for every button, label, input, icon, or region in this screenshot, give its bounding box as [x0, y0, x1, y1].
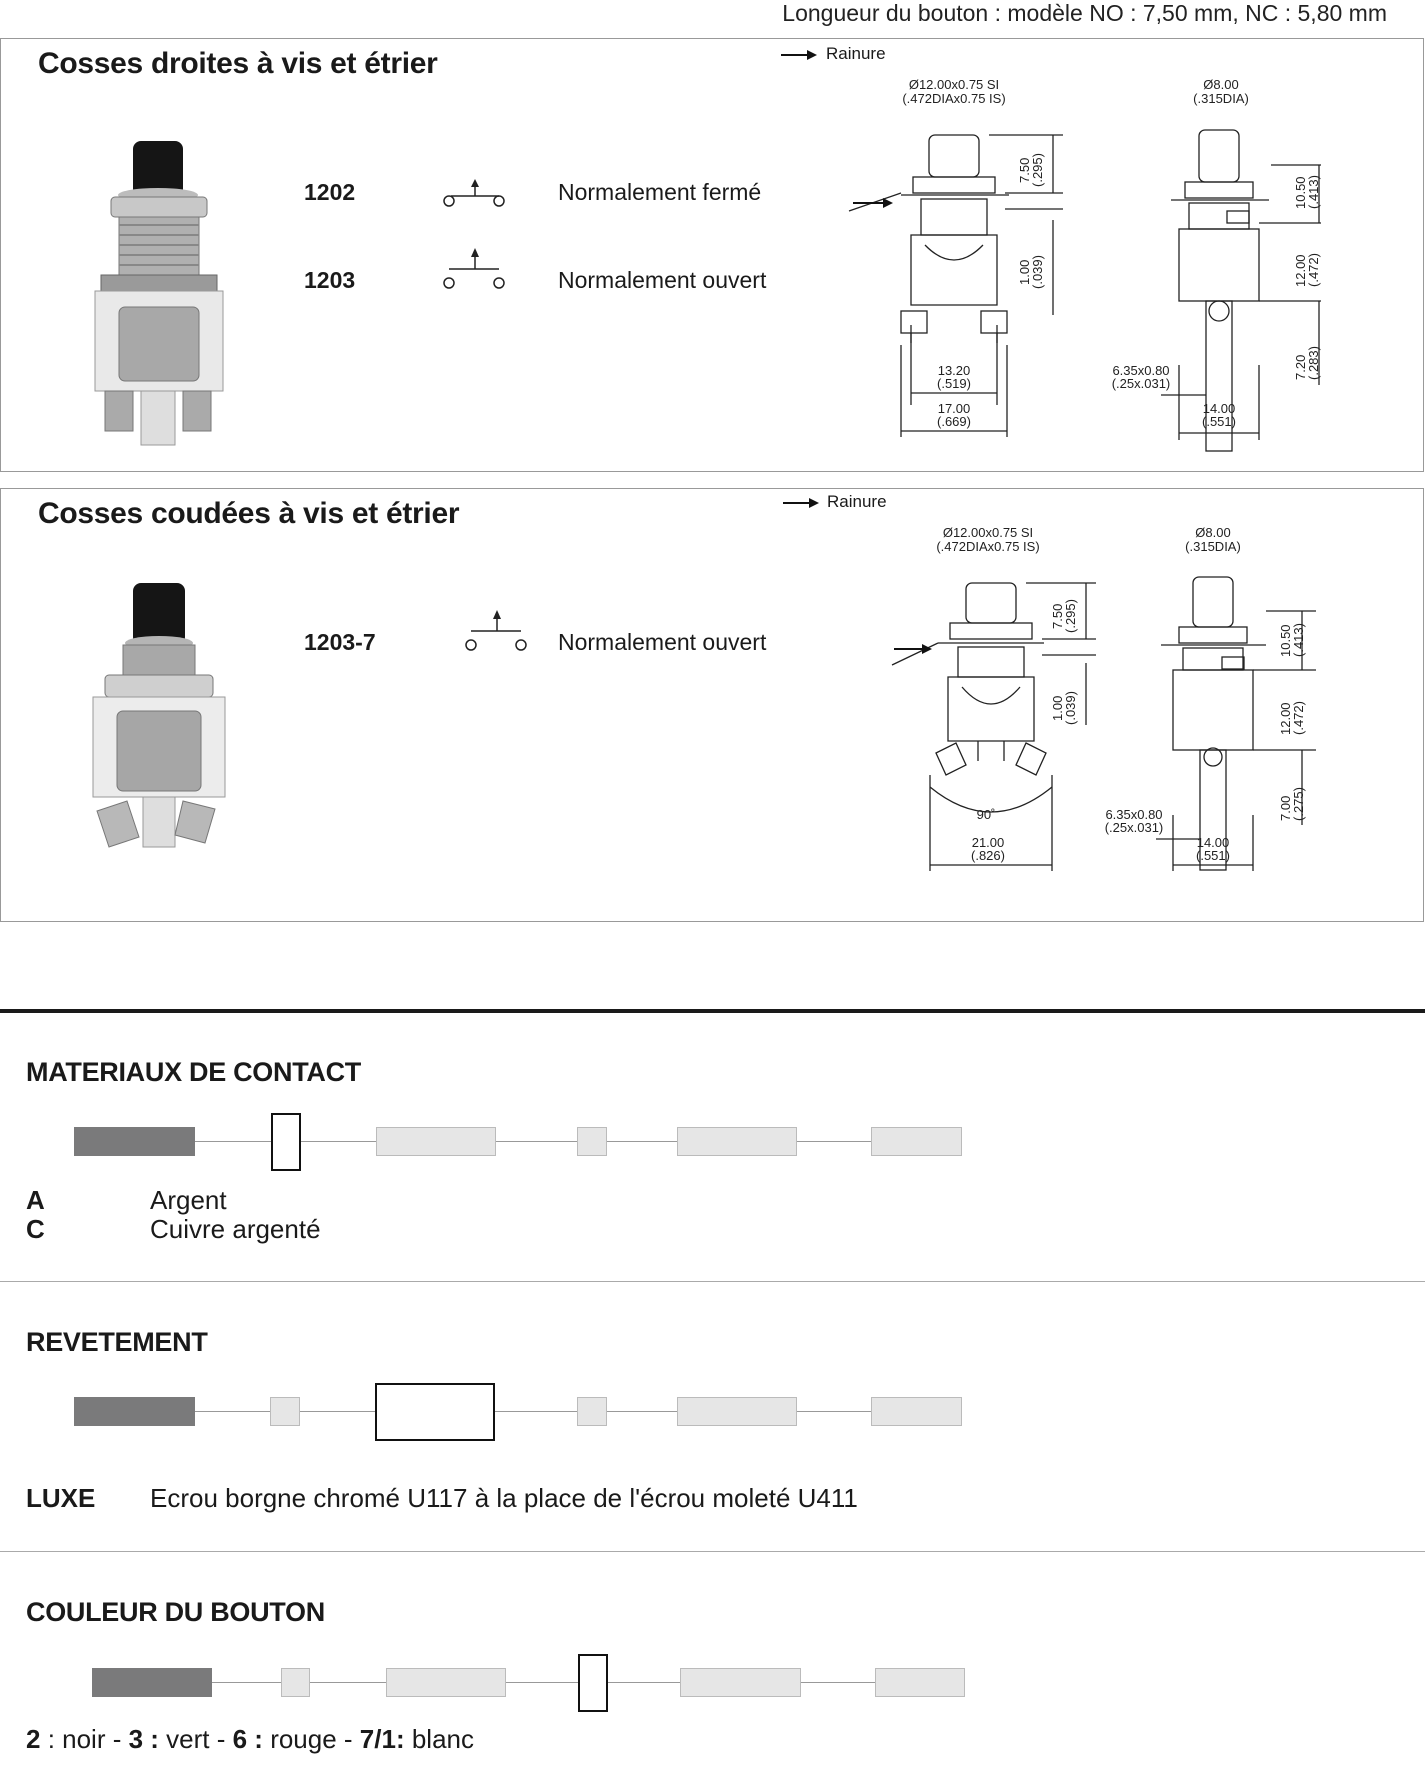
dim-14-00: 14.00 [1196, 835, 1230, 850]
dim-12-00: 12.00 [1293, 254, 1308, 287]
dim-7-00: 7.00 [1278, 795, 1293, 821]
option-value-luxe: Ecrou borgne chromé U117 à la place de l'écrou moleté U411 [150, 1483, 858, 1513]
segment [281, 1668, 310, 1697]
model-desc-1203-7: Normalement ouvert [558, 629, 767, 655]
dim-thread: Ø12.00x0.75 SI [942, 525, 1034, 540]
option-value-argent: Argent [150, 1185, 227, 1215]
dim-angle: 90˚ [976, 807, 996, 822]
code-segments-revetement [74, 1383, 964, 1443]
nc-contact-symbol [441, 179, 511, 209]
color-legend: 2 : noir - 3 : vert - 6 : rouge - 7/1: blanc [26, 1724, 474, 1754]
segment [871, 1397, 962, 1426]
dim-1-00: 1.00 [1050, 695, 1065, 721]
dim-1-00-in: (.039) [1063, 691, 1078, 725]
model-code-1202: 1202 [304, 179, 356, 205]
dim-7-50: 7.50 [1017, 157, 1032, 183]
dim-6-35-in: (.25x.031) [1104, 820, 1164, 835]
panel-straight-terminals [0, 38, 1424, 472]
model-code-1203: 1203 [304, 267, 356, 293]
dim-10-50-in: (.413) [1291, 623, 1306, 657]
dim-dia-in: (.315DIA) [1185, 539, 1241, 554]
segment [386, 1668, 506, 1697]
model-desc-1202: Normalement fermé [558, 179, 762, 205]
section-title-revetement: REVETEMENT [26, 1327, 208, 1357]
dim-7-50-in: (.295) [1030, 153, 1045, 187]
dim-thread-in: (.472DIAx0.75 IS) [902, 91, 1006, 106]
code-segments-couleur [92, 1654, 972, 1714]
segment-selected [271, 1113, 301, 1171]
no-contact-symbol [441, 245, 511, 295]
dim-7-50: 7.50 [1050, 603, 1065, 629]
model-desc-1203: Normalement ouvert [558, 267, 767, 293]
rainure-label: Rainure [826, 44, 886, 63]
dim-7-20: 7.20 [1293, 354, 1308, 380]
dim-14-00-in: (.551) [1196, 848, 1230, 863]
dim-13-20: 13.20 [937, 363, 971, 378]
rainure-arrow-icon [783, 495, 819, 511]
segment [871, 1127, 962, 1156]
dim-thread: Ø12.00x0.75 SI [908, 77, 1000, 92]
dim-6-35: 6.35x0.80 [1105, 807, 1163, 822]
segment [680, 1668, 801, 1697]
dim-1-00: 1.00 [1017, 259, 1032, 285]
panel-title: Cosses droites à vis et étrier [38, 47, 438, 80]
dim-7-00-in: (.275) [1291, 787, 1306, 821]
dim-dia: Ø8.00 [1203, 77, 1239, 92]
option-key-c: C [26, 1214, 45, 1244]
segment-selected [578, 1654, 608, 1712]
dim-12-00-in: (.472) [1291, 701, 1306, 735]
option-key-a: A [26, 1185, 45, 1215]
switch-photo [91, 139, 241, 459]
dim-7-20-in: (.283) [1306, 346, 1321, 380]
dim-21-00-in: (.826) [971, 848, 1005, 863]
technical-drawing [886, 525, 1316, 921]
section-divider [0, 1281, 1425, 1282]
option-value-cuivre: Cuivre argenté [150, 1214, 321, 1244]
technical-drawing [841, 75, 1321, 471]
segment [677, 1127, 797, 1156]
dim-21-00: 21.00 [971, 835, 1005, 850]
segment-base [92, 1668, 212, 1697]
panel-title: Cosses coudées à vis et étrier [38, 497, 460, 530]
dim-14-00: 14.00 [1202, 401, 1236, 416]
section-title-materiaux: MATERIAUX DE CONTACT [26, 1057, 361, 1087]
rainure-label: Rainure [827, 492, 887, 511]
segment [270, 1397, 300, 1426]
dim-17-00-in: (.669) [937, 414, 971, 429]
segment-selected [375, 1383, 495, 1441]
segment-base [74, 1397, 195, 1426]
dim-10-50: 10.50 [1278, 624, 1293, 657]
segment [577, 1127, 607, 1156]
segment [875, 1668, 965, 1697]
segment [376, 1127, 496, 1156]
section-title-couleur: COULEUR DU BOUTON [26, 1597, 325, 1627]
dim-7-50-in: (.295) [1063, 599, 1078, 633]
dim-12-00-in: (.472) [1306, 253, 1321, 287]
segment-base [74, 1127, 195, 1156]
model-code-1203-7: 1203-7 [304, 629, 376, 655]
no-contact-symbol [463, 607, 533, 657]
rainure-arrow-icon [781, 47, 817, 63]
dim-thread-in: (.472DIAx0.75 IS) [936, 539, 1040, 554]
segment [577, 1397, 607, 1426]
dim-6-35-in: (.25x.031) [1111, 376, 1171, 391]
dim-17-00: 17.00 [937, 401, 971, 416]
code-segments-materiaux [74, 1113, 964, 1173]
panel-angled-terminals [0, 488, 1424, 922]
switch-photo [87, 581, 237, 861]
dim-13-20-in: (.519) [937, 376, 971, 391]
section-divider [0, 1551, 1425, 1552]
dim-dia: Ø8.00 [1195, 525, 1231, 540]
dim-dia-in: (.315DIA) [1193, 91, 1249, 106]
dim-6-35: 6.35x0.80 [1112, 363, 1170, 378]
button-length-note: Longueur du bouton : modèle NO : 7,50 mm, NC : 5,80 mm [782, 0, 1387, 26]
dim-1-00-in: (.039) [1030, 255, 1045, 289]
segment [677, 1397, 797, 1426]
dim-14-00-in: (.551) [1202, 414, 1236, 429]
option-key-luxe: LUXE [26, 1483, 96, 1513]
dim-10-50-in: (.413) [1306, 175, 1321, 209]
dim-12-00: 12.00 [1278, 702, 1293, 735]
dim-10-50: 10.50 [1293, 176, 1308, 209]
section-divider [0, 1009, 1425, 1013]
